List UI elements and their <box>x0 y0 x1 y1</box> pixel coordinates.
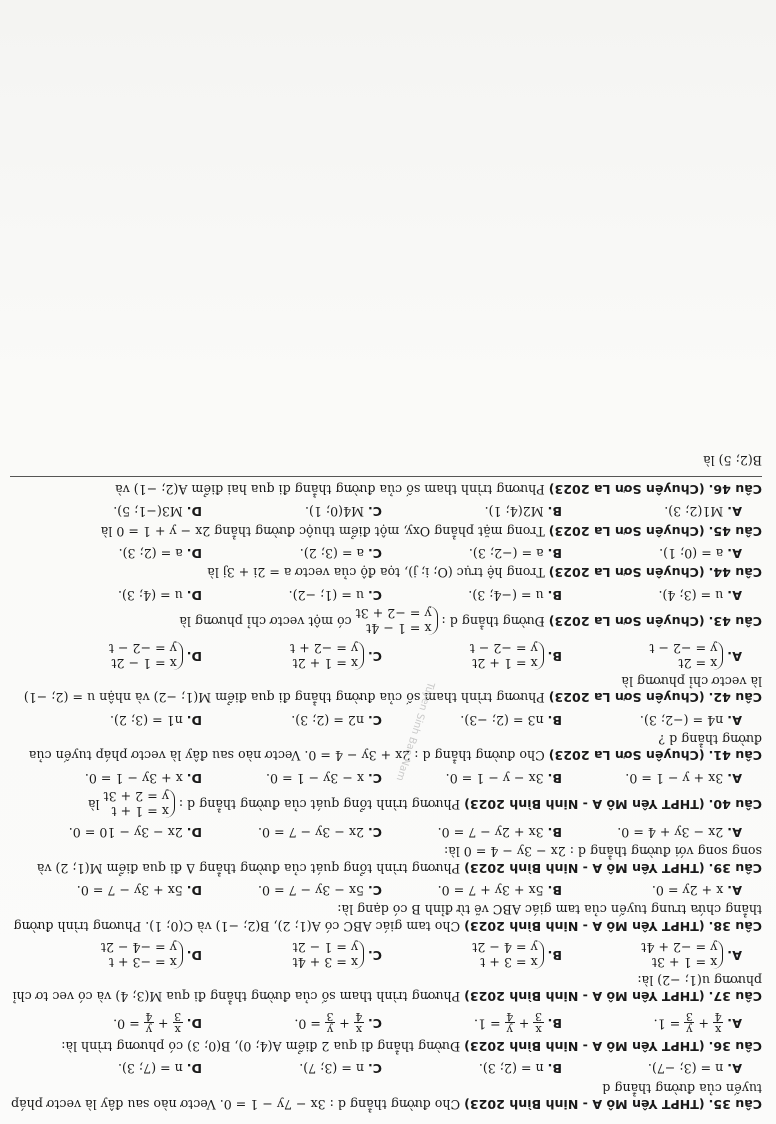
question-42 <box>10 641 762 706</box>
question-number: Câu 40. <box>708 796 762 812</box>
answer-options <box>10 769 762 785</box>
option-c[interactable]: C.x − 3y − 1 = 0. <box>266 770 382 786</box>
answer-options <box>10 641 762 670</box>
question-stem: Phương trình tham số của đường thẳng đi qua điểm M(1; −2) và nhận u = (2; −1) là vectơ chỉ phương là <box>23 673 762 706</box>
option-d[interactable]: D. x 3 + y 4 = 0. <box>113 1010 202 1036</box>
equation-system: x = 3 + t y = 4 − 2t <box>472 940 543 969</box>
equation-system: x = 1 − 2t y = −2 − t <box>109 641 183 670</box>
question-46 <box>10 451 762 497</box>
question-source: (THPT Yên Mô A - Ninh Bình 2023) <box>464 796 705 812</box>
question-number: Câu 44. <box>708 565 762 581</box>
equation-system: x = 1 − 4t y = −2 + 3t <box>356 606 438 635</box>
page-divider <box>10 476 762 477</box>
option-d[interactable]: D.x + 3y − 1 = 0. <box>84 770 202 786</box>
question-number: Câu 42. <box>708 690 762 706</box>
equation-system: x = 2t y = −2 − t <box>649 641 723 670</box>
option-c[interactable]: C.5x − 3y − 7 = 0. <box>258 883 382 899</box>
option-c[interactable]: C.n = (3; 7). <box>299 1061 382 1077</box>
option-a[interactable]: A.M1(2; 3). <box>664 504 742 520</box>
option-a[interactable]: A.x + 2y = 0. <box>651 883 742 899</box>
equation-system: x = 3 + 4t y = 1 − 2t <box>293 940 364 969</box>
option-a[interactable]: A.a = (0; 1). <box>659 545 742 561</box>
option-c[interactable]: C. x 4 + y 3 = 0. <box>294 1010 382 1036</box>
question-39 <box>10 824 762 876</box>
question-40 <box>10 769 762 817</box>
equation-system: x = 1 + 2t y = −2 + t <box>290 641 364 670</box>
option-b[interactable]: B. x = 3 + t y = 4 − 2t <box>472 940 562 970</box>
question-stem-end: là <box>87 796 100 812</box>
equation-system: x = 1 + t y = 2 + 3t <box>104 789 175 818</box>
question-36 <box>10 1010 762 1053</box>
question-41 <box>10 711 762 763</box>
question-list <box>10 439 762 1112</box>
question-44 <box>10 545 762 581</box>
answer-options <box>10 586 762 602</box>
question-source: (THPT Yên Mô A - Ninh Bình 2023) <box>464 1038 705 1054</box>
question-source: (Chuyên Sơn La 2023) <box>548 748 705 764</box>
option-d[interactable]: D.n1 = (3; 2). <box>109 712 202 728</box>
question-stem: Cho tam giác ABC có A(1; 2), B(2; −1) và C(0; 1). Phương trình đường thẳng chứa trung tuyến của tam giác ABC vẽ từ đỉnh B có dạng là: <box>13 902 762 934</box>
option-b[interactable]: B.u = (−4; 3). <box>468 587 562 603</box>
option-b[interactable]: B. x = 1 + 2t y = −2 − t <box>469 641 562 671</box>
option-d[interactable]: D.n = (7; 3). <box>117 1061 202 1077</box>
answer-options <box>10 940 762 969</box>
question-stem-continued: B(2; 5) là <box>703 452 762 468</box>
question-number: Câu 46. <box>708 481 762 497</box>
option-c[interactable]: C.u = (1; −2). <box>288 587 382 603</box>
answer-options <box>10 824 762 840</box>
option-c[interactable]: C. x = 1 + 2t y = −2 + t <box>290 641 382 671</box>
question-stem: Đường thẳng đi qua 2 điểm A(4; 0), B(0; 3) có phương trình là: <box>61 1038 461 1054</box>
option-a[interactable]: A.u = (3; 4). <box>658 587 742 603</box>
option-d[interactable]: D.u = (4; 3). <box>117 587 202 603</box>
option-b[interactable]: B. x 3 + y 4 = 1. <box>473 1010 562 1036</box>
question-source: (THPT Yên Mô A - Ninh Bình 2023) <box>464 918 705 934</box>
question-source: (THPT Yên Mô A - Ninh Bình 2023) <box>464 989 705 1005</box>
question-number: Câu 35. <box>708 1097 762 1112</box>
question-number: Câu 43. <box>708 613 762 629</box>
question-stem: Phương trình tổng quát của đường thẳng Δ đi qua điểm M(1; 2) và song song với đường thẳng d : 2x − 3y − 4 = 0 là: <box>36 844 762 876</box>
question-source: (Chuyên Sơn La 2023) <box>548 565 705 581</box>
answer-options <box>10 882 762 898</box>
option-a[interactable]: A.2x − 3y + 4 = 0. <box>617 825 742 841</box>
option-c[interactable]: C.M4(0; 1). <box>304 504 382 520</box>
question-source: (Chuyên Sơn La 2023) <box>548 523 705 539</box>
option-a[interactable]: A.n4 = (−2; 3). <box>639 712 742 728</box>
question-stem: Phương trình tham số của đường thẳng đi qua M(3; 4) và có vec tơ chỉ phương u(1; −2) là: <box>12 973 762 1005</box>
answer-options <box>10 545 762 561</box>
question-stem: Cho đường thẳng d : 3x − 7y − 1 = 0. Vectơ nào sau đây là vectơ pháp tuyến của đường thẳng d <box>11 1080 762 1112</box>
question-stem-end: có một vectơ chỉ phương là <box>179 613 352 629</box>
question-stem: Phương trình tổng quát của đường thẳng d : <box>178 796 461 812</box>
option-d[interactable]: D.a = (2; 3). <box>118 545 202 561</box>
question-number: Câu 37. <box>708 989 762 1005</box>
option-c[interactable]: C.2x − 3y − 7 = 0. <box>258 825 382 841</box>
question-source: (Chuyên Sơn La 2023) <box>548 481 705 497</box>
answer-options <box>10 503 762 519</box>
option-a[interactable]: A. x = 1 + 3t y = −2 + 4t <box>641 940 742 970</box>
question-source: (Chuyên Sơn La 2023) <box>548 613 705 629</box>
option-d[interactable]: D. x = 1 − 2t y = −2 − t <box>108 641 202 671</box>
option-b[interactable]: B.5x + 3y + 7 = 0. <box>437 883 562 899</box>
equation-system: x = 1 + 3t y = −2 + 4t <box>641 940 723 969</box>
option-a[interactable]: A. x 4 + y 3 = 1. <box>653 1010 742 1036</box>
question-38 <box>10 882 762 934</box>
option-c[interactable]: C. x = 3 + 4t y = 1 − 2t <box>292 940 382 970</box>
option-b[interactable]: B.a = (−2; 3). <box>468 545 562 561</box>
question-number: Câu 39. <box>708 860 762 876</box>
option-c[interactable]: C.n2 = (2; 3). <box>291 712 382 728</box>
question-stem: Cho đường thẳng d : 2x + 3y − 4 = 0. Vectơ nào sau đây là vectơ pháp tuyến của đường thẳng d ? <box>28 732 762 764</box>
option-a[interactable]: A.3x + y − 1 = 0. <box>625 770 742 786</box>
option-d[interactable]: D. x = −3 + t y = −4 − 2t <box>100 940 202 970</box>
question-stem: Phương trình tham số của đường thẳng đi qua hai điểm A(2; −1) và <box>115 481 545 497</box>
question-37 <box>10 940 762 1005</box>
option-d[interactable]: D.2x − 3y − 10 = 0. <box>68 825 202 841</box>
question-stem: Trong hệ trục (O; i; j), tọa độ của vectơ a = 2i + 3j là <box>207 565 545 581</box>
question-43 <box>10 586 762 634</box>
option-b[interactable]: B.M2(4; 1). <box>484 504 562 520</box>
question-45 <box>10 503 762 539</box>
option-b[interactable]: B.3x − y − 1 = 0. <box>445 770 562 786</box>
question-stem: Trong mặt phẳng Oxy, một điểm thuộc đường thẳng 2x − y + 1 = 0 là <box>100 523 545 539</box>
option-a[interactable]: A. x = 2t y = −2 − t <box>649 641 742 671</box>
option-b[interactable]: B.n3 = (2; −3). <box>460 712 562 728</box>
answer-options <box>10 1010 762 1034</box>
option-d[interactable]: D.5x + 3y − 7 = 0. <box>76 883 202 899</box>
answer-options <box>10 711 762 727</box>
equation-system: x = 1 + 2t y = −2 − t <box>470 641 544 670</box>
question-35 <box>10 1060 762 1112</box>
option-b[interactable]: B.n = (2; 3). <box>478 1061 562 1077</box>
equation-system: x = −3 + t y = −4 − 2t <box>101 940 183 969</box>
question-number: Câu 41. <box>708 748 762 764</box>
option-b[interactable]: B.3x + 2y − 7 = 0. <box>437 825 562 841</box>
question-source: (Chuyên Sơn La 2023) <box>548 690 705 706</box>
option-d[interactable]: D.M3(−1; 5). <box>113 504 202 520</box>
question-source: (THPT Yên Mô A - Ninh Bình 2023) <box>464 860 705 876</box>
answer-options <box>10 1060 762 1076</box>
watermark-text: Tuyen Sinh Bao Nam <box>393 680 436 783</box>
question-source: (THPT Yên Mô A - Ninh Bình 2023) <box>464 1097 705 1112</box>
question-number: Câu 36. <box>708 1038 762 1054</box>
option-a[interactable]: A.n = (3; −7). <box>647 1061 742 1077</box>
question-number: Câu 38. <box>708 918 762 934</box>
option-c[interactable]: C.a = (3; 2). <box>299 545 382 561</box>
question-number: Câu 45. <box>708 523 762 539</box>
question-stem: Đường thẳng d : <box>441 613 545 629</box>
